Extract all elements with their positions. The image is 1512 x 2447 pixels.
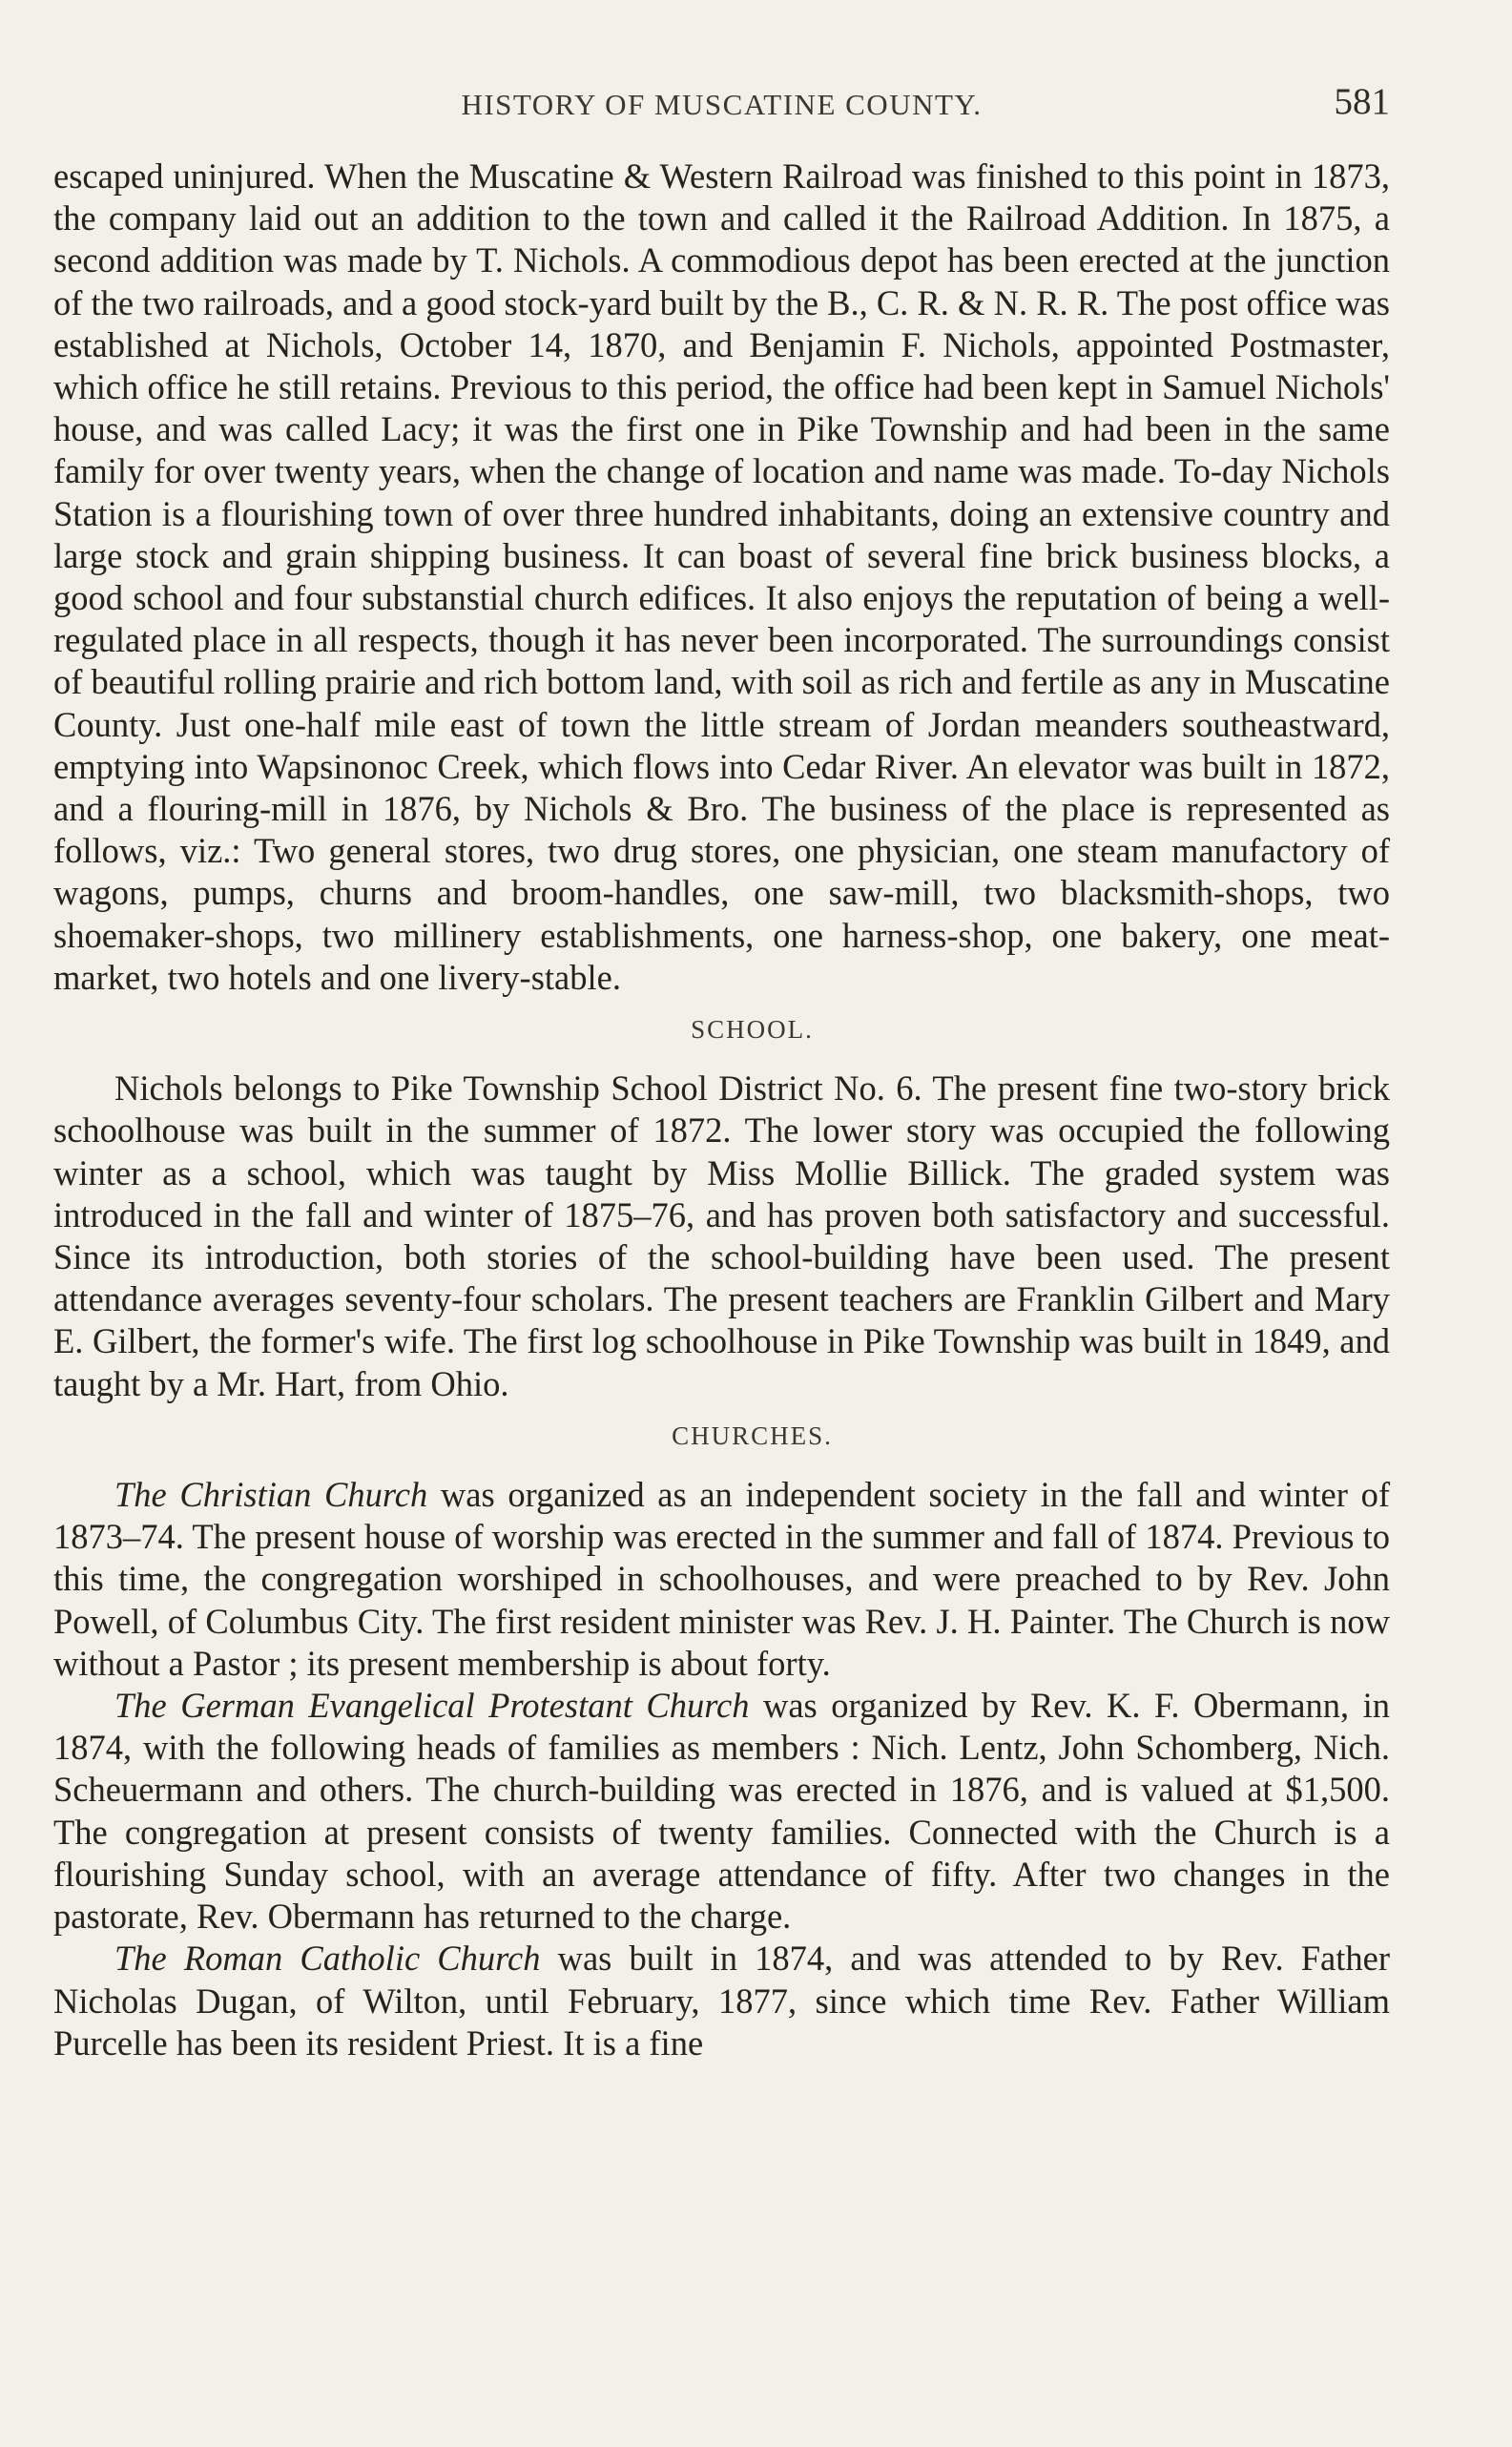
church-name-christian: The Christian Church: [114, 1475, 428, 1515]
paragraph-school: Nichols belongs to Pike Township School District No. 6. The present fine two-story brick schoolhouse was built in the summer of 1872. The lower story was occupied the following winter as a school, which was taught by Miss Mollie Billick. The graded system was introduced in the fall and winter of 1875–76, and has proven both satisfactory and successful. Since its introduction, both stories of the school-building have been used. The present attendance averages seventy-four scholars. The present teachers are Franklin Gilbert and Mary E. Gilbert, the former's wife. The first log schoolhouse in Pike Township was built in 1849, and taught by a Mr. Hart, from Ohio.: [53, 1068, 1390, 1403]
church-name-german: The German Evangelical Protestant Church: [114, 1686, 750, 1726]
church-name-catholic: The Roman Catholic Church: [114, 1939, 541, 1979]
running-title: HISTORY OF MUSCATINE COUNTY.: [461, 88, 983, 121]
paragraph-german-church: [53, 1685, 1390, 1938]
paragraph-text: was organized as an independent society in the fall and winter of 1873–74. The present house of worship was erected in the summer and fall of 1874. Previous to this time, the congregation worshiped in schoolhouses, and were preached to by Rev. John Powell, of Columbus City. The first resident minister was Rev. J. H. Painter. The Church is now without a Pastor ; its present membership is about forty.: [53, 1475, 1390, 1683]
paragraph-text: was organized by Rev. K. F. Obermann, in 1874, with the following heads of families as members : Nich. Lentz, John Schomberg, Nich. Scheuermann and others. The church-building was erected in 1876, and is valued at $1,500. The congregation at present consists of twenty families. Connected with the Church is a flourishing Sunday school, with an average attendance of fifty. After two changes in the pastorate, Rev. Obermann has returned to the charge.: [53, 1686, 1391, 1937]
paragraph-text: was built in 1874, and was attended to by Rev. Father Nicholas Dugan, of Wilton, until February, 1877, since which time Rev. Father William Purcelle has been its resident Priest. It is a fine: [53, 1939, 1390, 2063]
page-number: 581: [1334, 81, 1390, 122]
section-heading-churches: CHURCHES.: [672, 1421, 833, 1450]
paragraph-christian-church: [53, 1474, 1390, 1685]
section-heading-school: SCHOOL.: [691, 1015, 814, 1045]
paragraph-nichols-town: escaped uninjured. When the Muscatine & Western Railroad was finished to this point in 1873, the company laid out an addition to the town and called it the Railroad Addition. In 1875, a second addition was made by T. Nichols. A commodious depot has been erected at the junction of the two railroads, and a good stock-yard built by the B., C. R. & N. R. R. The post office was established at Nichols, October 14, 1870, and Benjamin F. Nichols, appointed Postmaster, which office he still retains. Previous to this period, the office had been kept in Samuel Nichols' house, and was called Lacy; it was the first one in Pike Township and had been in the same family for over twenty years, when the change of location and name was made. To-day Nichols Station is a flourishing town of over three hundred inhabitants, doing an extensive country and large stock and grain shipping business. It can boast of several fine brick business blocks, a good school and four substanstial church edifices. It also enjoys the reputation of being a well-regulated place in all respects, though it has never been incorporated. The surroundings consist of beautiful rolling prairie and rich bottom land, with soil as rich and fertile as any in Muscatine County. Just one-half mile east of town the little stream of Jordan meanders southeastward, emptying into Wapsinonoc Creek, which flows into Cedar River. An elevator was built in 1872, and a flouring-mill in 1876, by Nichols & Bro. The business of the place is represented as follows, viz.: Two general stores, two drug stores, one physician, one steam manufactory of wagons, pumps, churns and broom-handles, one saw-mill, two blacksmith-shops, two shoemaker-shops, two millinery establishments, one harness-shop, one bakery, one meat-market, two hotels and one livery-stable.: [53, 156, 1390, 997]
paragraph-catholic-church: [53, 1938, 1390, 2064]
page-header: [53, 80, 1390, 134]
page-body: [53, 156, 1390, 2064]
